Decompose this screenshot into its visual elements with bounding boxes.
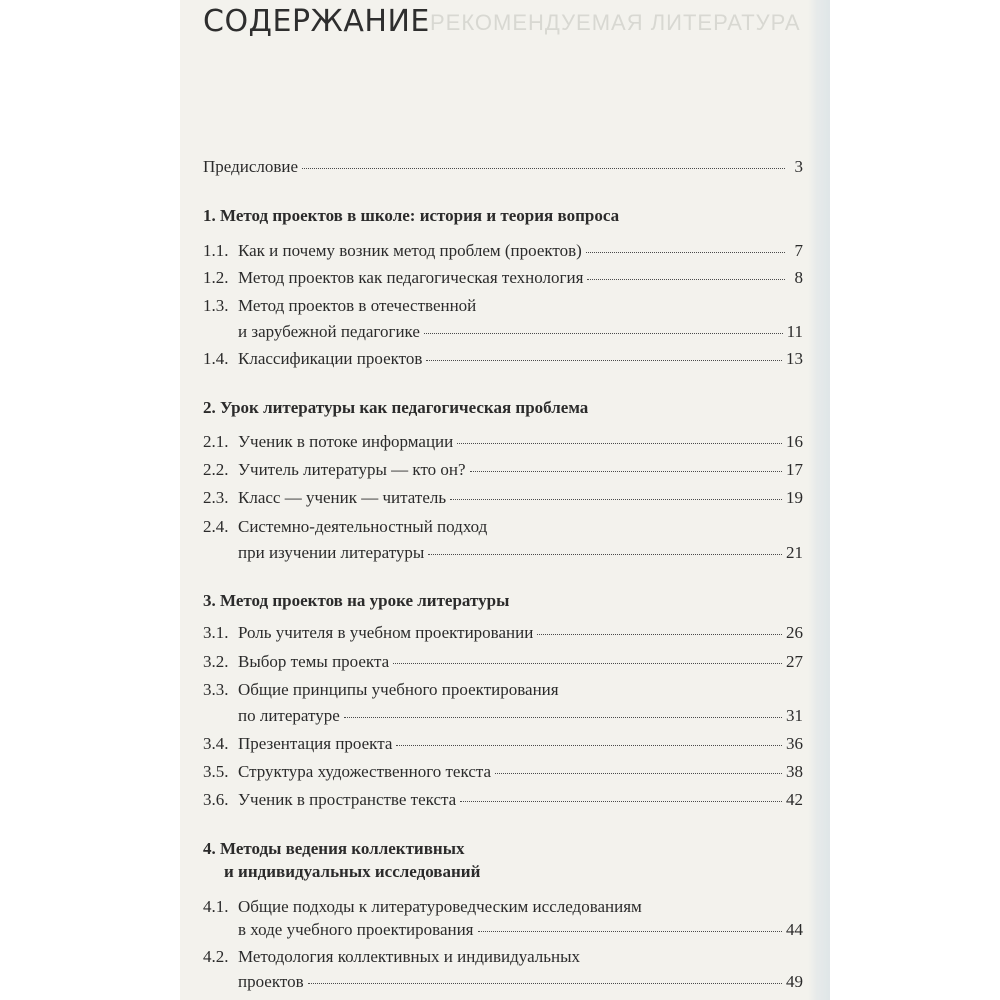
toc-entry-number: 2.4.	[203, 517, 229, 536]
toc-entry-label: Ученик в пространстве текста	[238, 790, 457, 809]
toc-entry-number: 1.3.	[203, 296, 229, 315]
toc-page-number: 27	[786, 652, 803, 671]
toc-entry-1-3[interactable]	[203, 296, 803, 316]
toc-page-number: 17	[786, 460, 803, 479]
leader-dots	[426, 360, 782, 361]
toc-page-number: 49	[786, 972, 803, 991]
toc-entry-label: Роль учителя в учебном проектировании	[238, 623, 534, 642]
leader-dots	[428, 554, 782, 555]
chapter-heading-4-cont[interactable]: и индивидуальных исследований	[224, 862, 481, 881]
bleed-through-text: РЕКОМЕНДУЕМАЯ ЛИТЕРАТУРА	[430, 10, 801, 35]
toc-entry-label: Общие принципы учебного проектирования	[238, 680, 559, 699]
toc-entry-number: 4.2.	[203, 947, 229, 966]
toc-entry-label: Выбор темы проекта	[238, 652, 390, 671]
toc-entry-label: Презентация проекта	[238, 734, 393, 753]
toc-entry-number: 2.3.	[203, 488, 229, 507]
chapter-heading-1[interactable]: 1. Метод проектов в школе: история и теория вопроса	[203, 206, 620, 225]
toc-entry-2-1[interactable]	[203, 432, 803, 452]
toc-entry-4-1[interactable]	[203, 897, 803, 917]
toc-entry-label: Общие подходы к литературоведческим исследованиям	[238, 897, 642, 916]
toc-entry-3-2[interactable]	[203, 652, 803, 672]
toc-entry-number: 1.4.	[203, 349, 229, 368]
toc-entry-label: Учитель литературы — кто он?	[238, 460, 466, 479]
toc-entry-number: 3.1.	[203, 623, 229, 642]
toc-entry-1-1[interactable]	[203, 241, 803, 261]
toc-page-number: 7	[794, 241, 803, 260]
toc-entry-1-3-cont[interactable]	[238, 322, 803, 342]
toc-page-number: 11	[786, 322, 803, 341]
toc-entry-3-3[interactable]	[203, 680, 803, 700]
leader-dots	[396, 745, 782, 746]
leader-dots	[457, 443, 782, 444]
leader-dots	[586, 252, 785, 253]
toc-entry-2-4-cont[interactable]	[238, 543, 803, 563]
toc-page-number: 13	[786, 349, 803, 368]
toc-entry-label-cont: проектов	[238, 972, 304, 991]
chapter-heading-4[interactable]: 4. Методы ведения коллективных	[203, 839, 465, 858]
toc-page-number: 8	[794, 268, 803, 287]
leader-dots	[587, 279, 785, 280]
toc-entry-4-2-cont[interactable]	[238, 972, 803, 992]
toc-entry-1-4[interactable]	[203, 349, 803, 369]
leader-dots	[537, 634, 782, 635]
toc-entry-4-1-cont[interactable]	[238, 920, 803, 940]
toc-entry-number: 1.1.	[203, 241, 229, 260]
leader-dots	[450, 499, 782, 500]
leader-dots	[344, 717, 782, 718]
toc-entry-number: 3.6.	[203, 790, 229, 809]
toc-entry-label: Ученик в потоке информации	[238, 432, 454, 451]
leader-dots	[495, 773, 782, 774]
toc-entry-3-4[interactable]	[203, 734, 803, 754]
toc-entry-label: Метод проектов как педагогическая технология	[238, 268, 584, 287]
toc-entry-3-6[interactable]	[203, 790, 803, 810]
toc-entry-label: Как и почему возник метод проблем (проектов)	[238, 241, 582, 260]
leader-dots	[308, 983, 782, 984]
toc-entry-number: 2.2.	[203, 460, 229, 479]
toc-entry-preface[interactable]	[203, 157, 803, 177]
toc-entry-number: 4.1.	[203, 897, 229, 916]
toc-entry-1-2[interactable]	[203, 268, 803, 288]
toc-entry-label: Предисловие	[203, 157, 299, 176]
toc-entry-3-3-cont[interactable]	[238, 706, 803, 726]
toc-entry-3-1[interactable]	[203, 623, 803, 643]
toc-entry-3-5[interactable]	[203, 762, 803, 782]
toc-entry-2-3[interactable]	[203, 488, 803, 508]
page-title: СОДЕРЖАНИЕ	[203, 4, 430, 39]
toc-page-number: 31	[786, 706, 803, 725]
toc-entry-label-cont: и зарубежной педагогике	[238, 322, 420, 341]
toc-entry-number: 3.3.	[203, 680, 229, 699]
toc-entry-label: Классификации проектов	[238, 349, 423, 368]
leader-dots	[393, 663, 782, 664]
toc-page-number: 21	[786, 543, 803, 562]
chapter-heading-3[interactable]: 3. Метод проектов на уроке литературы	[203, 591, 510, 610]
toc-entry-label: Класс — ученик — читатель	[238, 488, 447, 507]
toc-entry-number: 2.1.	[203, 432, 229, 451]
toc-page-number: 44	[786, 920, 803, 939]
toc-entry-label: Метод проектов в отечественной	[238, 296, 477, 315]
leader-dots	[460, 801, 782, 802]
chapter-heading-2[interactable]: 2. Урок литературы как педагогическая проблема	[203, 398, 589, 417]
leader-dots	[424, 333, 783, 334]
toc-entry-2-4[interactable]	[203, 517, 803, 537]
toc-page-number: 16	[786, 432, 803, 451]
toc-entry-label: Структура художественного текста	[238, 762, 492, 781]
toc-page-number: 42	[786, 790, 803, 809]
toc-entry-label-cont: при изучении литературы	[238, 543, 425, 562]
toc-entry-label-cont: по литературе	[238, 706, 340, 725]
toc-entry-label: Методология коллективных и индивидуальных	[238, 947, 581, 966]
toc-entry-2-2[interactable]	[203, 460, 803, 480]
toc-entry-label: Системно-деятельностный подход	[238, 517, 488, 536]
toc-page-number: 38	[786, 762, 803, 781]
toc-entry-number: 1.2.	[203, 268, 229, 287]
toc-page-number: 19	[786, 488, 803, 507]
leader-dots	[302, 168, 785, 169]
toc-entry-label-cont: в ходе учебного проектирования	[238, 920, 474, 939]
toc-entry-number: 3.4.	[203, 734, 229, 753]
toc-entry-4-2[interactable]	[203, 947, 803, 967]
toc-entry-number: 3.2.	[203, 652, 229, 671]
leader-dots	[470, 471, 782, 472]
toc-entry-number: 3.5.	[203, 762, 229, 781]
page-edge	[808, 0, 830, 1000]
toc-page-number: 3	[794, 157, 803, 176]
toc-page-number: 36	[786, 734, 803, 753]
toc-page-number: 26	[786, 623, 803, 642]
leader-dots	[478, 931, 782, 932]
